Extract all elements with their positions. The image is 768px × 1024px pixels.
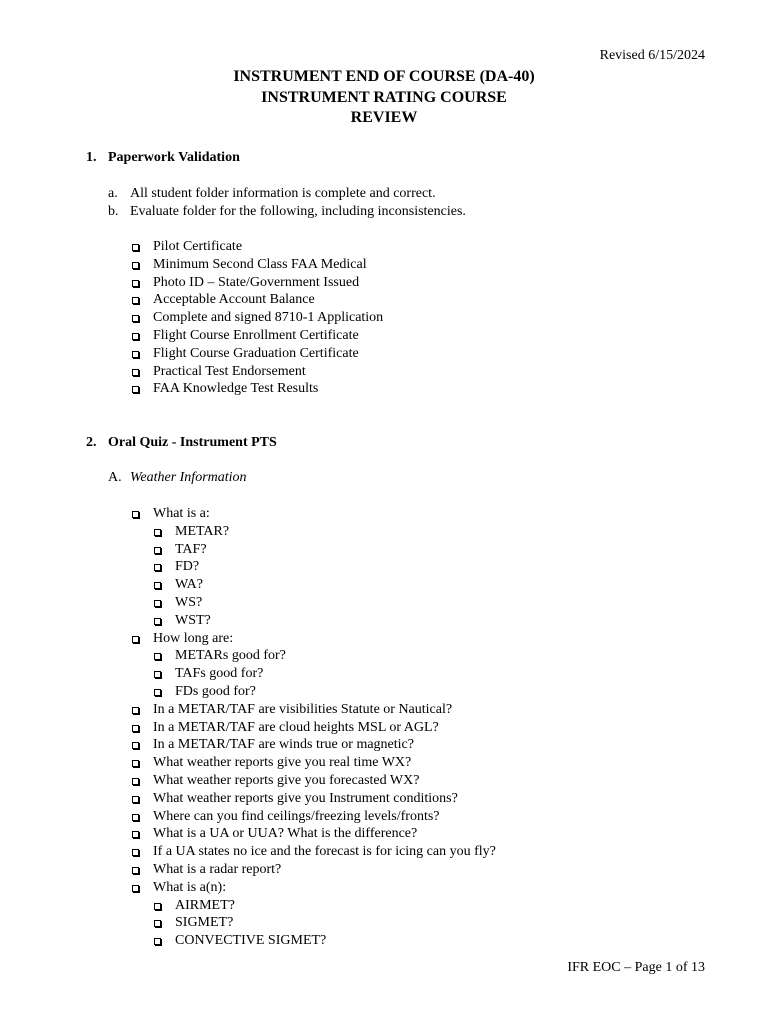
checkbox-bullet-icon	[132, 760, 139, 767]
checklist-item-text: What is a radar report?	[153, 861, 282, 877]
checklist-item	[131, 736, 496, 754]
checklist-item	[131, 843, 496, 861]
section-2-heading	[86, 434, 277, 452]
checklist-item-text: METARs good for?	[175, 648, 286, 664]
checklist-item-text: Flight Course Enrollment Certificate	[153, 327, 359, 343]
checklist-subitem	[153, 523, 496, 541]
checkbox-bullet-icon	[154, 564, 161, 571]
checkbox-bullet-icon	[132, 885, 139, 892]
checklist-item	[131, 291, 383, 309]
checklist-item-text: TAFs good for?	[175, 666, 264, 682]
checkbox-bullet-icon	[132, 244, 139, 251]
checklist-item-text: FD?	[175, 559, 200, 575]
checklist-item-text: METAR?	[175, 523, 230, 539]
checklist-item-text: Practical Test Endorsement	[153, 363, 306, 379]
checklist-item	[131, 256, 383, 274]
checkbox-bullet-icon	[154, 600, 161, 607]
checklist-subitem	[153, 594, 496, 612]
checklist-item	[131, 879, 496, 897]
checklist-item	[131, 380, 383, 398]
checkbox-bullet-icon	[154, 903, 161, 910]
checklist-item	[131, 327, 383, 345]
checklist-subitem	[153, 541, 496, 559]
checklist-item-text: Minimum Second Class FAA Medical	[153, 256, 367, 272]
checklist-item-text: WST?	[175, 612, 211, 628]
checkbox-bullet-icon	[154, 920, 161, 927]
checklist-item-text: Where can you find ceilings/freezing levels/fronts?	[153, 808, 440, 824]
checklist-item-text: What is a(n):	[153, 879, 227, 895]
checkbox-bullet-icon	[132, 262, 139, 269]
checklist-item-text: What is a:	[153, 506, 210, 521]
checklist-subitem	[153, 914, 496, 932]
checklist-item	[131, 701, 496, 719]
checklist-item-text: What weather reports give you real time WX?	[153, 755, 412, 771]
title-line-1: INSTRUMENT END OF COURSE (DA-40)	[233, 68, 535, 85]
page-footer: IFR EOC – Page 1 of 13	[567, 960, 705, 975]
checklist-item	[131, 309, 383, 327]
checkbox-bullet-icon	[132, 814, 139, 821]
subsection-a-title: Weather Information	[130, 470, 247, 485]
checklist-item-text: Flight Course Graduation Certificate	[153, 345, 359, 361]
weather-checklist	[131, 505, 496, 950]
checkbox-bullet-icon	[132, 297, 139, 304]
checkbox-bullet-icon	[132, 831, 139, 838]
checklist-item-text: In a METAR/TAF are winds true or magnetic?	[153, 737, 414, 753]
title-line-3: REVIEW	[350, 109, 418, 126]
checklist-item	[131, 363, 383, 381]
checklist-subitem	[153, 665, 496, 683]
checklist-item	[131, 772, 496, 790]
subsection-a-heading	[108, 469, 247, 487]
checklist-subitem	[153, 612, 496, 630]
checkbox-bullet-icon	[154, 938, 161, 945]
checklist-item	[131, 861, 496, 879]
checklist-item-text: TAF?	[175, 541, 207, 557]
checkbox-bullet-icon	[154, 582, 161, 589]
checklist-item-text: Photo ID – State/Government Issued	[153, 274, 360, 290]
checkbox-bullet-icon	[154, 618, 161, 625]
section-2-number: 2.	[86, 435, 97, 450]
checkbox-bullet-icon	[132, 636, 139, 643]
checklist-item-text: If a UA states no ice and the forecast is for icing can you fly?	[153, 844, 496, 860]
checkbox-bullet-icon	[132, 315, 139, 322]
checklist-subitem	[153, 576, 496, 594]
checkbox-bullet-icon	[132, 351, 139, 358]
checklist-item-text: WS?	[175, 594, 203, 610]
checklist-item	[131, 274, 383, 292]
section-1-heading	[86, 149, 240, 167]
checkbox-bullet-icon	[132, 386, 139, 393]
checkbox-bullet-icon	[154, 689, 161, 696]
checkbox-bullet-icon	[132, 280, 139, 287]
checklist-item-text: SIGMET?	[175, 915, 234, 931]
checklist-item-text: CONVECTIVE SIGMET?	[175, 933, 327, 949]
checkbox-bullet-icon	[132, 725, 139, 732]
checklist-item-text: What weather reports give you forecasted WX?	[153, 772, 420, 788]
checklist-subitem	[153, 647, 496, 665]
section-1-title: Paperwork Validation	[108, 150, 240, 165]
checkbox-bullet-icon	[132, 796, 139, 803]
title-line-2: INSTRUMENT RATING COURSE	[261, 88, 507, 106]
section-2-title: Oral Quiz - Instrument PTS	[108, 435, 277, 450]
checklist-item-text: What is a UA or UUA? What is the difference?	[153, 826, 418, 842]
checkbox-bullet-icon	[154, 529, 161, 536]
checkbox-bullet-icon	[132, 369, 139, 376]
checkbox-bullet-icon	[132, 849, 139, 856]
checklist-item-text: In a METAR/TAF are cloud heights MSL or AGL?	[153, 719, 439, 735]
checkbox-bullet-icon	[132, 742, 139, 749]
subsection-a-letter: A.	[108, 470, 122, 485]
checkbox-bullet-icon	[132, 511, 139, 518]
checklist-item-text: Complete and signed 8710-1 Application	[153, 310, 384, 326]
checklist-item-text: In a METAR/TAF are visibilities Statute or Nautical?	[153, 701, 453, 717]
checkbox-bullet-icon	[132, 867, 139, 874]
checkbox-bullet-icon	[132, 333, 139, 340]
checkbox-bullet-icon	[154, 547, 161, 554]
checklist-item	[131, 754, 496, 772]
checklist-item	[131, 808, 496, 826]
checklist-item	[131, 719, 496, 737]
checklist-item-text: WA?	[175, 577, 203, 593]
section-1-number: 1.	[86, 150, 97, 165]
section-1-item-a: a. All student folder information is complete and correct.	[108, 186, 436, 201]
checklist-item-text: FDs good for?	[175, 683, 256, 699]
checkbox-bullet-icon	[154, 653, 161, 660]
checkbox-bullet-icon	[132, 707, 139, 714]
section-1-item-b: b. Evaluate folder for the following, including inconsistencies.	[108, 203, 466, 219]
checklist-subitem	[153, 683, 496, 701]
checklist-item	[131, 630, 496, 648]
revised-date: Revised 6/15/2024	[599, 48, 705, 63]
checklist-item-text: Acceptable Account Balance	[153, 292, 315, 308]
checklist-item	[131, 790, 496, 808]
checklist-item	[131, 825, 496, 843]
checklist-item-text: How long are:	[153, 630, 234, 646]
paperwork-checklist	[131, 238, 383, 398]
checklist-subitem	[153, 897, 496, 915]
section-1-items	[108, 185, 466, 221]
checklist-item	[131, 505, 496, 523]
checklist-item-text: FAA Knowledge Test Results	[153, 381, 319, 397]
checklist-item-text: Pilot Certificate	[153, 239, 243, 254]
checklist-subitem	[153, 558, 496, 576]
checkbox-bullet-icon	[154, 671, 161, 678]
checklist-item	[131, 345, 383, 363]
checklist-item-text: AIRMET?	[175, 897, 235, 913]
checklist-item-text: What weather reports give you Instrument conditions?	[153, 790, 458, 806]
checkbox-bullet-icon	[132, 778, 139, 785]
checklist-subitem	[153, 932, 496, 950]
document-title	[0, 67, 768, 129]
checklist-item	[131, 238, 383, 256]
